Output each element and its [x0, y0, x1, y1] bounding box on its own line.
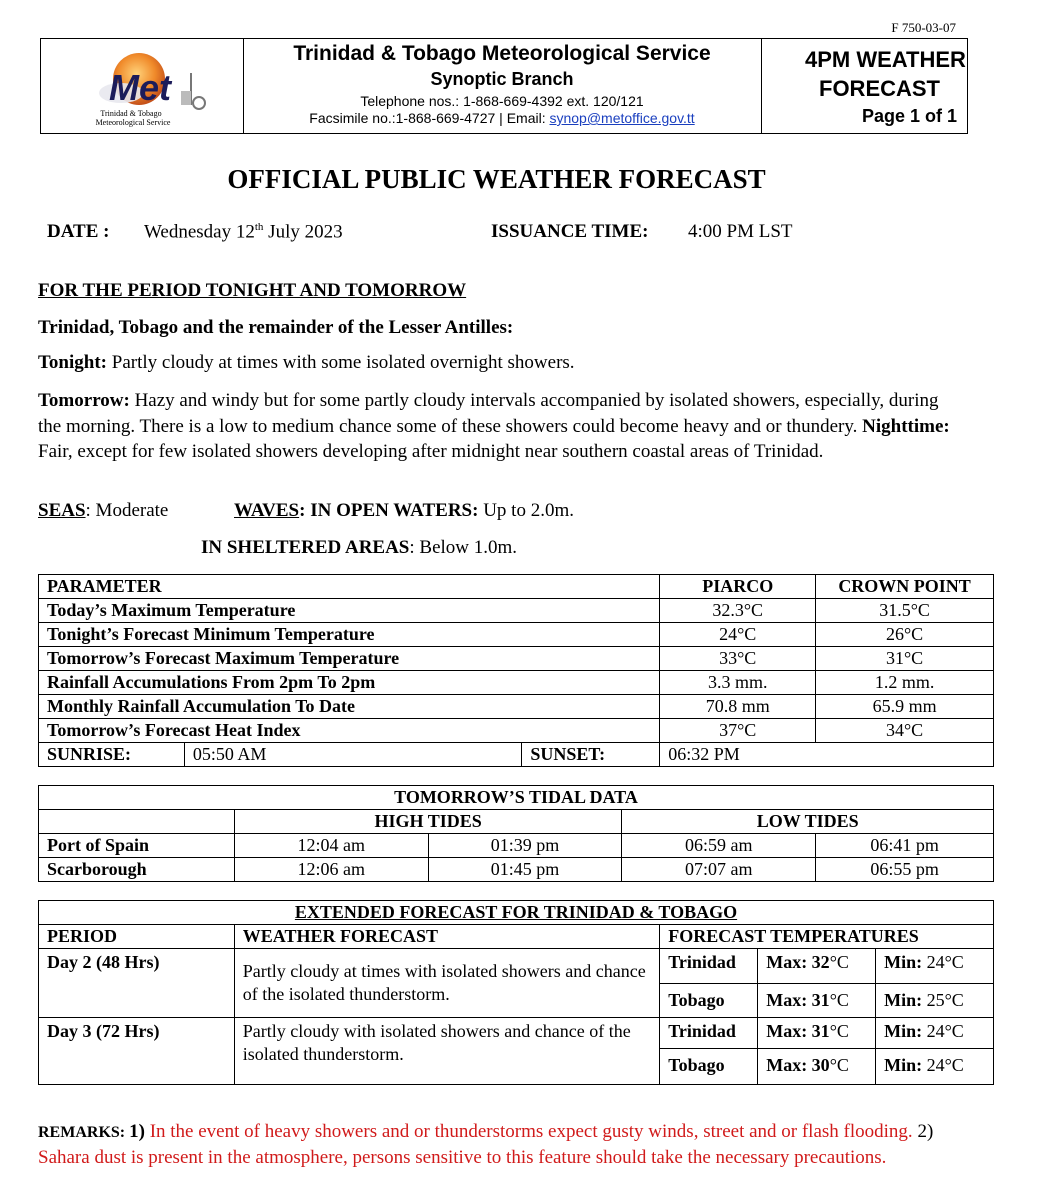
- tonight-text: Partly cloudy at times with some isolated overnight showers.: [107, 352, 575, 373]
- tide-time: 06:41 pm: [816, 834, 994, 858]
- table-row: [39, 671, 994, 695]
- tidal-table: [38, 785, 994, 882]
- max-label: Max: 31: [766, 1021, 830, 1041]
- waves-sheltered-value: : Below 1.0m.: [409, 537, 518, 558]
- piarco-header: PIARCO: [660, 575, 816, 599]
- extended-title: EXTENDED FORECAST FOR TRINIDAD & TOBAGO: [39, 901, 994, 925]
- max-cell: [758, 984, 876, 1018]
- max-cell: [758, 1018, 876, 1049]
- min-label: Min:: [884, 1021, 923, 1041]
- sunset-label: SUNSET:: [522, 743, 660, 767]
- place-cell: Trinidad: [660, 949, 758, 984]
- weather-forecast-header: WEATHER FORECAST: [234, 925, 659, 949]
- param-name: Monthly Rainfall Accumulation To Date: [39, 695, 660, 719]
- piarco-value: 70.8 mm: [660, 695, 816, 719]
- tomorrow-label: Tomorrow:: [38, 390, 130, 411]
- min-cell: [876, 949, 994, 984]
- issuance-label: ISSUANCE TIME:: [491, 221, 649, 242]
- date-label: DATE :: [47, 221, 110, 242]
- tides-blank: [39, 810, 235, 834]
- table-header-row: [39, 575, 994, 599]
- max-unit: °C: [829, 1021, 849, 1041]
- piarco-value: 32.3°C: [660, 599, 816, 623]
- forecast-cell: Partly cloudy with isolated showers and chance of the isolated thunderstorm.: [234, 1018, 659, 1085]
- max-unit: °C: [829, 952, 849, 972]
- forecast-temperatures-header: FORECAST TEMPERATURES: [660, 925, 994, 949]
- max-label: Max: 31: [766, 990, 830, 1010]
- date-value: [144, 221, 343, 243]
- min-cell: [876, 1018, 994, 1049]
- logo-text: Met: [109, 67, 171, 108]
- min-value: 24°C: [922, 952, 964, 972]
- remarks: [38, 1119, 958, 1170]
- max-label: Max: 32: [766, 952, 830, 972]
- seas-label: SEAS: [38, 500, 86, 521]
- branch-name: Synoptic Branch: [430, 69, 574, 89]
- piarco-value: 33°C: [660, 647, 816, 671]
- nighttime-label: Nighttime:: [862, 415, 950, 437]
- tide-time: 12:06 am: [234, 858, 428, 882]
- table-row: [39, 647, 994, 671]
- sunrise-label: SUNRISE:: [39, 743, 185, 767]
- low-tides-header: LOW TIDES: [622, 810, 994, 834]
- table-row: [39, 858, 994, 882]
- min-value: 25°C: [922, 990, 964, 1010]
- waves-sheltered-label: IN SHELTERED AREAS: [201, 537, 410, 558]
- crown-point-value: 31.5°C: [816, 599, 994, 623]
- max-cell: [758, 949, 876, 984]
- remark-number-1: 1): [129, 1121, 145, 1142]
- page-title: OFFICIAL PUBLIC WEATHER FORECAST: [227, 164, 766, 194]
- min-label: Min:: [884, 952, 923, 972]
- region-heading: Trinidad, Tobago and the remainder of the Lesser Antilles:: [38, 317, 514, 338]
- piarco-value: 24°C: [660, 623, 816, 647]
- table-row: [39, 949, 994, 984]
- tide-time: 12:04 am: [234, 834, 428, 858]
- page-number: Page 1 of 1: [861, 106, 957, 126]
- waves-open-value: Up to 2.0m.: [478, 500, 574, 521]
- table-row: [39, 695, 994, 719]
- crown-point-value: 34°C: [816, 719, 994, 743]
- crown-point-value: 31°C: [816, 647, 994, 671]
- extended-forecast-table: [38, 900, 994, 1085]
- waves-sheltered-line: [201, 537, 517, 559]
- nighttime-text: Fair, except for few isolated showers developing after midnight near southern coastal areas of Trinidad.: [38, 441, 824, 462]
- min-cell: [876, 1049, 994, 1085]
- seas-value: : Moderate: [85, 500, 169, 521]
- seas-line: [38, 500, 168, 522]
- table-row: [39, 834, 994, 858]
- period-cell: Day 3 (72 Hrs): [39, 1018, 235, 1085]
- place-cell: Tobago: [660, 984, 758, 1018]
- min-label: Min:: [884, 990, 923, 1010]
- sunrise-value: 05:50 AM: [184, 743, 521, 767]
- remark-text-2: Sahara dust is present in the atmosphere, persons sensitive to this feature should take the necessary precautions.: [38, 1147, 887, 1168]
- issuance-value: 4:00 PM LST: [688, 221, 793, 242]
- min-value: 24°C: [922, 1021, 964, 1041]
- tomorrow-forecast: [38, 388, 958, 465]
- remark-text-1: In the event of heavy showers and or thunderstorms expect gusty winds, street and or flash flooding.: [144, 1121, 913, 1142]
- table-row: [39, 599, 994, 623]
- period-heading: FOR THE PERIOD TONIGHT AND TOMORROW: [38, 280, 467, 301]
- logo-caption-2: Meteorological Service: [95, 118, 171, 127]
- tomorrow-text: Hazy and windy but for some partly cloudy intervals accompanied by isolated showers, especially, during the morning. There is a low to medium chance some of these showers could become heavy and or thundery.: [38, 390, 939, 437]
- high-tides-header: HIGH TIDES: [234, 810, 622, 834]
- tide-time: 07:07 am: [622, 858, 816, 882]
- form-code: F 750-03-07: [891, 20, 956, 35]
- param-name: Rainfall Accumulations From 2pm To 2pm: [39, 671, 660, 695]
- date-pre: Wednesday 12: [144, 221, 255, 243]
- period-header: PERIOD: [39, 925, 235, 949]
- tide-time: 01:45 pm: [428, 858, 622, 882]
- forecast-label-1: 4PM WEATHER: [805, 47, 966, 72]
- piarco-value: 37°C: [660, 719, 816, 743]
- remark-number-2: 2): [912, 1121, 934, 1142]
- letterhead: [40, 38, 968, 134]
- min-cell: [876, 984, 994, 1018]
- tonight-forecast: [38, 352, 575, 374]
- fax-line: [243, 110, 761, 126]
- tide-time: 06:59 am: [622, 834, 816, 858]
- param-name: Tonight’s Forecast Minimum Temperature: [39, 623, 660, 647]
- piarco-value: 3.3 mm.: [660, 671, 816, 695]
- logo-cell: [41, 39, 244, 133]
- max-unit: °C: [829, 990, 849, 1010]
- table-row: [39, 719, 994, 743]
- waves-open-label: : IN OPEN WATERS:: [299, 500, 479, 521]
- tide-time: 06:55 pm: [816, 858, 994, 882]
- forecast-cell: Partly cloudy at times with isolated showers and chance of the isolated thunderstorm.: [234, 949, 659, 1018]
- email-link[interactable]: synop@metoffice.gov.tt: [549, 110, 695, 126]
- period-cell: Day 2 (48 Hrs): [39, 949, 235, 1018]
- max-label: Max: 30: [766, 1055, 830, 1075]
- date-sup: th: [254, 221, 264, 233]
- min-value: 24°C: [922, 1055, 964, 1075]
- sunset-value: 06:32 PM: [660, 743, 994, 767]
- date-post: July 2023: [263, 221, 343, 243]
- table-row: [39, 623, 994, 647]
- parameters-table: [38, 574, 994, 767]
- org-name: Trinidad & Tobago Meteorological Service: [293, 42, 711, 65]
- tide-time: 01:39 pm: [428, 834, 622, 858]
- table-row: [39, 1018, 994, 1049]
- logo-caption-1: Trinidad & Tobago: [100, 109, 162, 118]
- tides-title: TOMORROW’S TIDAL DATA: [39, 786, 994, 810]
- phone-line: Telephone nos.: 1-868-669-4392 ext. 120/121: [360, 93, 644, 109]
- waves-label: WAVES: [234, 500, 300, 521]
- remarks-label: REMARKS:: [38, 1124, 130, 1141]
- place-cell: Tobago: [660, 1049, 758, 1085]
- forecast-label-2: FORECAST: [819, 76, 940, 101]
- max-cell: [758, 1049, 876, 1085]
- fax-text: Facsimile no.:1-868-669-4727 | Email:: [309, 110, 550, 126]
- max-unit: °C: [829, 1055, 849, 1075]
- crown-point-value: 26°C: [816, 623, 994, 647]
- sun-times-row: [39, 743, 994, 767]
- tide-location: Scarborough: [39, 858, 235, 882]
- param-name: Today’s Maximum Temperature: [39, 599, 660, 623]
- crown-point-value: 1.2 mm.: [816, 671, 994, 695]
- tonight-label: Tonight:: [38, 352, 107, 373]
- min-label: Min:: [884, 1055, 923, 1075]
- param-header: PARAMETER: [39, 575, 660, 599]
- param-name: Tomorrow’s Forecast Maximum Temperature: [39, 647, 660, 671]
- tide-location: Port of Spain: [39, 834, 235, 858]
- waves-line: [234, 500, 574, 522]
- crown-point-value: 65.9 mm: [816, 695, 994, 719]
- param-name: Tomorrow’s Forecast Heat Index: [39, 719, 660, 743]
- place-cell: Trinidad: [660, 1018, 758, 1049]
- crown-point-header: CROWN POINT: [816, 575, 994, 599]
